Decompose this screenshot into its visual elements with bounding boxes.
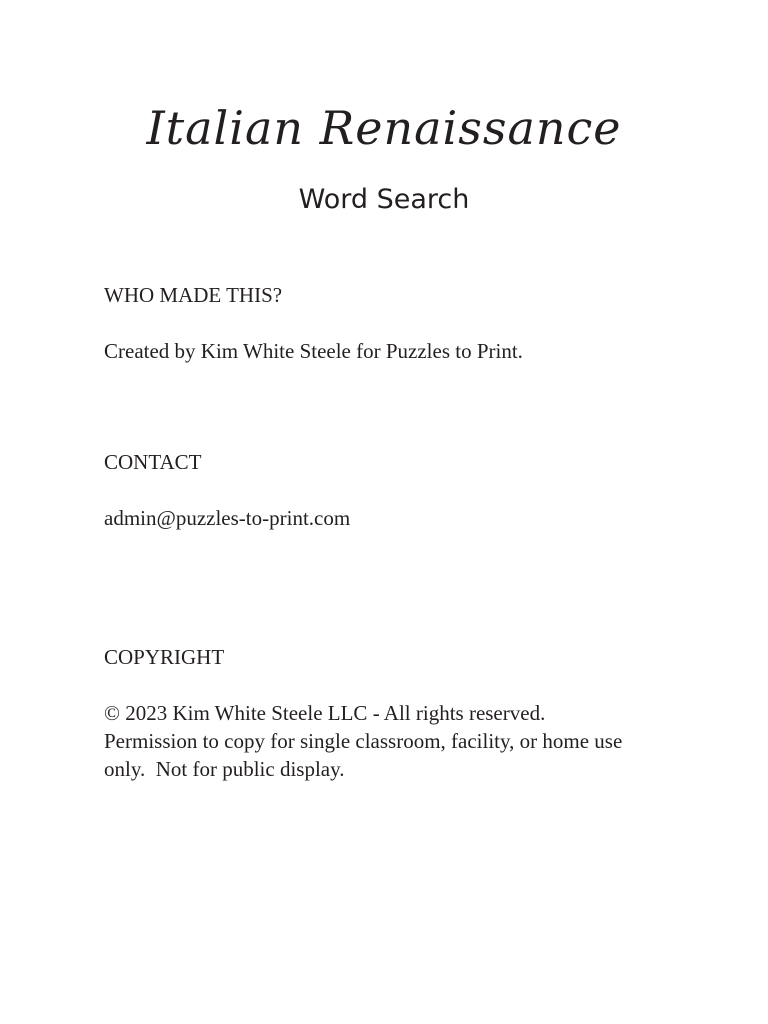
copyright-heading: COPYRIGHT [104,645,225,669]
page-subtitle: Word Search [298,184,470,215]
copyright-text [104,699,684,783]
page-title: Italian Renaissance [146,101,622,155]
copyright-line: Permission to copy for single classroom, facility, or home use [104,729,623,753]
copyright-line: only. Not for public display. [104,757,345,781]
copyright-line: © 2023 Kim White Steele LLC - All rights reserved. [104,701,546,725]
contact-heading: CONTACT [104,450,202,474]
contact-email: admin@puzzles-to-print.com [104,506,351,530]
who-made-this-heading: WHO MADE THIS? [104,283,283,307]
creator-text: Created by Kim White Steele for Puzzles to Print. [104,339,523,363]
